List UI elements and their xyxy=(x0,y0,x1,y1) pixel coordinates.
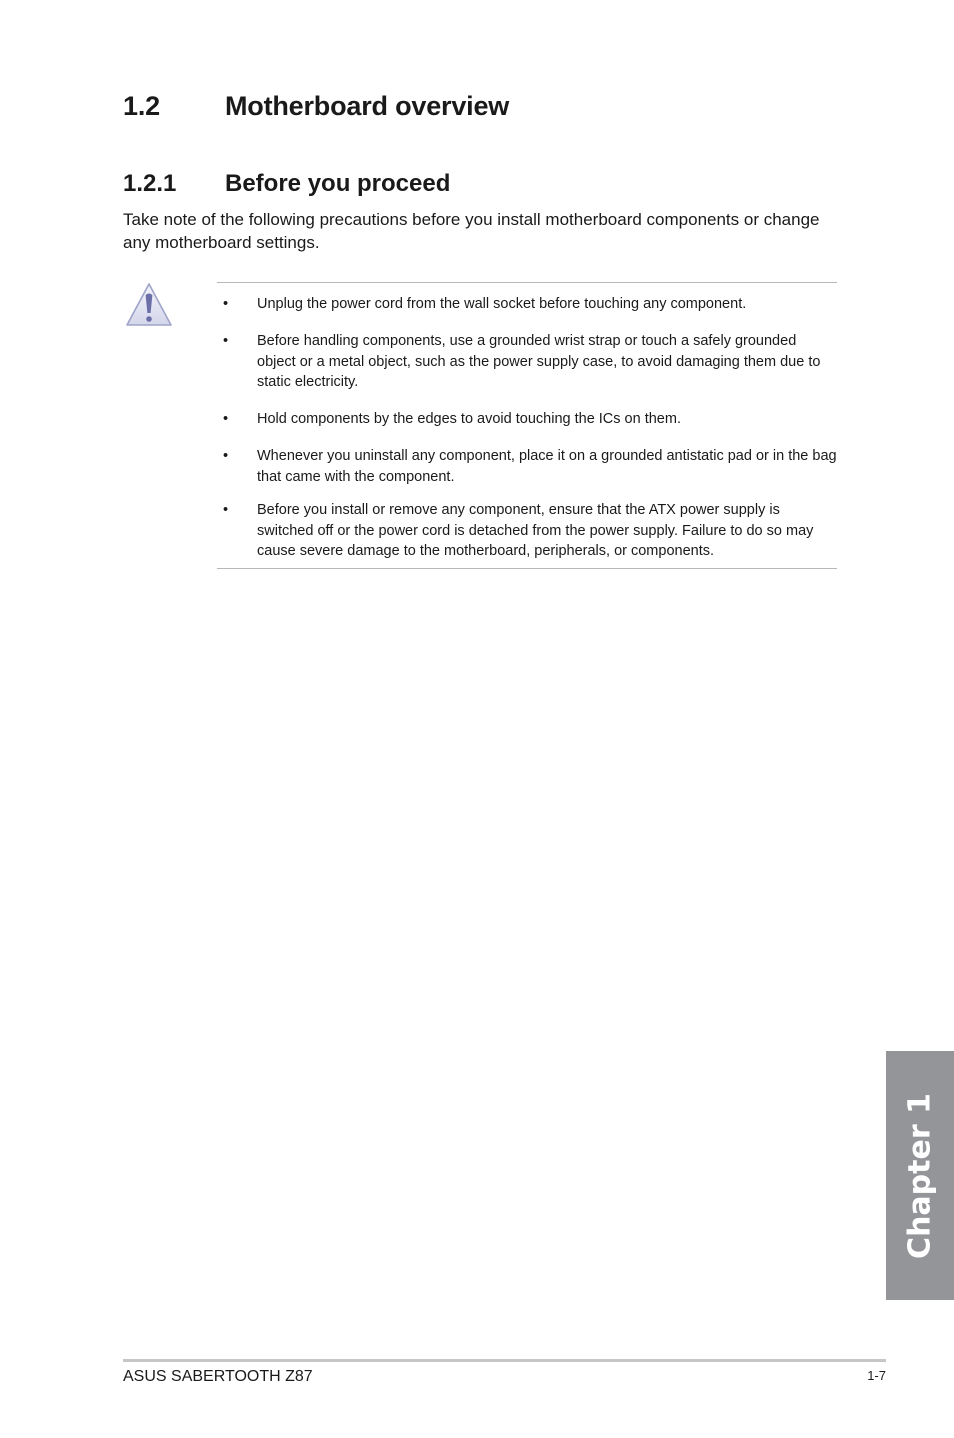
bullet-marker: • xyxy=(223,411,229,427)
footer-product-name: ASUS SABERTOOTH Z87 xyxy=(123,1368,313,1385)
list-item-text: Unplug the power cord from the wall socket before touching any component. xyxy=(257,296,747,312)
page-number: 1-7 xyxy=(867,1368,886,1383)
bullet-marker: • xyxy=(223,296,229,312)
section-heading xyxy=(123,91,509,122)
section-title: Motherboard overview xyxy=(225,91,510,121)
section-number: 1.2 xyxy=(123,91,160,121)
warning-exclamation-icon xyxy=(124,281,174,329)
subsection-heading xyxy=(123,170,450,198)
chapter-label: Chapter 1 xyxy=(902,1092,938,1259)
subsection-number: 1.2.1 xyxy=(123,170,177,197)
list-item-text: Whenever you uninstall any component, place it on a grounded antistatic pad or in the bag that came with the component. xyxy=(257,448,837,485)
list-item-text: Before handling components, use a grounded wrist strap or touch a safely grounded object or a metal object, such as the power supply case, to avoid damaging them due to static electricity. xyxy=(257,333,821,390)
bullet-marker: • xyxy=(223,333,229,349)
subsection-title: Before you proceed xyxy=(225,170,451,197)
list-item-text: Before you install or remove any component, ensure that the ATX power supply is switched off or the power cord is detached from the power supply. Failure to do so may cause severe damage to the motherboard, peripherals, or components. xyxy=(257,502,814,559)
bullet-marker: • xyxy=(223,448,229,464)
bullet-marker: • xyxy=(223,502,229,518)
intro-paragraph: Take note of the following precautions before you install motherboard components or change any motherboard settings. xyxy=(123,210,820,252)
footer-rule xyxy=(123,1359,886,1362)
precaution-notice xyxy=(217,282,837,569)
list-item-text: Hold components by the edges to avoid touching the ICs on them. xyxy=(257,411,681,427)
chapter-tab xyxy=(886,1051,954,1300)
